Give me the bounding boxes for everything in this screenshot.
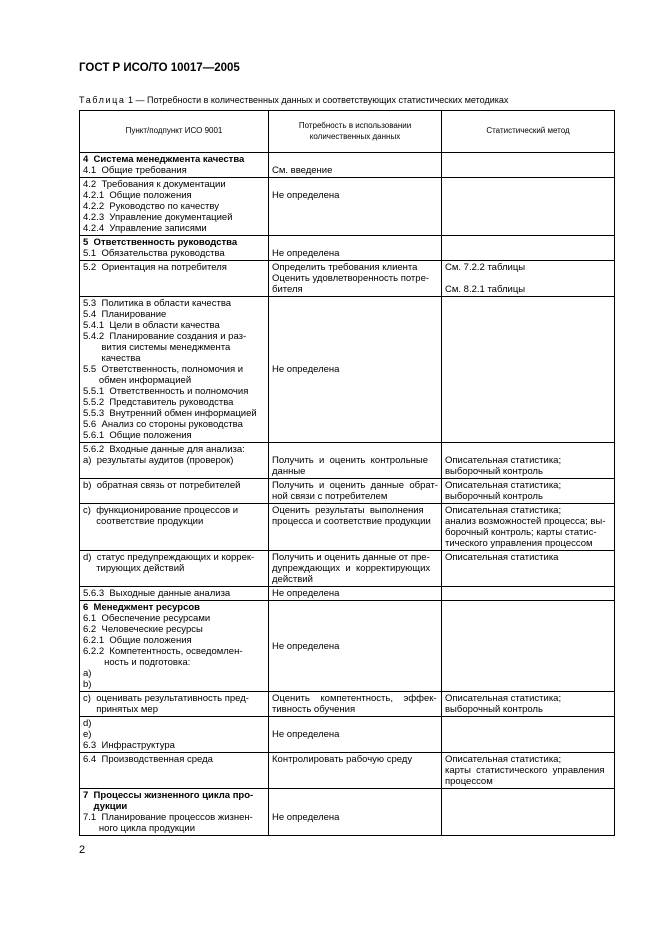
clause-line: 5.6.2 Входные данные для анализа: bbox=[83, 444, 245, 455]
need-line: процесса и соответствие продукции bbox=[272, 516, 431, 527]
clause-line: 5.5.3 Внутренний обмен информацией bbox=[83, 408, 257, 419]
clause-line: 6.1 Обеспечение ресурсами bbox=[83, 613, 211, 624]
header-need: Потребность в использовании количественных данных bbox=[269, 111, 442, 153]
need-cell bbox=[269, 479, 442, 504]
need-line: Оценить компетентность, эффек- bbox=[272, 693, 437, 704]
need-line: Не определена bbox=[272, 812, 340, 823]
clause-line: ного цикла продукции bbox=[83, 823, 196, 834]
method-line: выборочный контроль bbox=[445, 466, 543, 477]
need-cell bbox=[269, 601, 442, 692]
clause-cell bbox=[80, 587, 269, 601]
method-line: См. 8.2.1 таблицы bbox=[445, 284, 526, 295]
clause-line: 4.1 Общие требования bbox=[83, 165, 187, 176]
method-cell bbox=[442, 692, 615, 717]
clause-cell bbox=[80, 443, 269, 479]
clause-line: 5.6.1 Общие положения bbox=[83, 430, 192, 441]
need-cell bbox=[269, 717, 442, 753]
method-line: карты статистического управления bbox=[445, 765, 605, 776]
clause-line: 4.2.4 Управление записями bbox=[83, 223, 207, 234]
table-row bbox=[80, 551, 615, 587]
method-line: Описательная статистика; bbox=[445, 754, 562, 765]
clause-line: 6.2.1 Общие положения bbox=[83, 635, 192, 646]
table-row bbox=[80, 504, 615, 551]
clause-line: принятых мер bbox=[83, 704, 158, 715]
need-cell bbox=[269, 297, 442, 443]
clause-line: 4.2.2 Руководство по качеству bbox=[83, 201, 219, 212]
clause-cell bbox=[80, 551, 269, 587]
clause-cell bbox=[80, 504, 269, 551]
method-line: выборочный контроль bbox=[445, 491, 543, 502]
table-row bbox=[80, 443, 615, 479]
need-line: Определить требования клиента bbox=[272, 262, 418, 273]
need-cell bbox=[269, 504, 442, 551]
need-line: действий bbox=[272, 574, 313, 585]
method-cell bbox=[442, 236, 615, 261]
need-line: Не определена bbox=[272, 248, 340, 259]
method-line: тического управления процессом bbox=[445, 538, 593, 549]
method-line: процессом bbox=[445, 776, 493, 787]
need-line: См. введение bbox=[272, 165, 333, 176]
need-cell bbox=[269, 261, 442, 297]
need-line: Не определена bbox=[272, 640, 340, 652]
clause-line: 5.4.2 Планирование создания и раз- bbox=[83, 331, 247, 342]
table-row bbox=[80, 297, 615, 443]
need-line: Оценить удовлетворенность потре- bbox=[272, 273, 430, 284]
clause-line: 5.6 Анализ со стороны руководства bbox=[83, 419, 243, 430]
method-line: Описательная статистика; bbox=[445, 455, 562, 466]
clause-cell bbox=[80, 601, 269, 692]
table-row bbox=[80, 153, 615, 178]
requirements-table bbox=[79, 110, 615, 836]
method-cell bbox=[442, 551, 615, 587]
need-line: бителя bbox=[272, 284, 303, 295]
clause-line: b) обратная связь от потребителей bbox=[83, 480, 241, 491]
table-row bbox=[80, 717, 615, 753]
need-line: данные bbox=[272, 466, 306, 477]
need-line: Получить и оценить контрольные bbox=[272, 455, 429, 466]
need-line: Получить и оценить данные от пре- bbox=[272, 552, 430, 563]
method-line: выборочный контроль bbox=[445, 704, 543, 715]
clause-line: 5.3 Политика в области качества bbox=[83, 298, 232, 309]
clause-line: с) функционирование процессов и bbox=[83, 505, 239, 516]
clause-line: 4.2.3 Управление документацией bbox=[83, 212, 233, 223]
need-cell bbox=[269, 236, 442, 261]
clause-line: 5.5.2 Представитель руководства bbox=[83, 397, 234, 408]
need-line: Не определена bbox=[272, 588, 340, 599]
clause-cell bbox=[80, 789, 269, 836]
method-cell bbox=[442, 261, 615, 297]
clause-cell bbox=[80, 717, 269, 753]
clause-line: e) bbox=[83, 729, 92, 740]
clause-line: 6.3 Инфраструктура bbox=[83, 740, 175, 751]
page-number: 2 bbox=[79, 844, 86, 856]
need-cell bbox=[269, 443, 442, 479]
section-heading: 7 Процессы жизненного цикла про- bbox=[83, 790, 254, 801]
header-method: Статистический метод bbox=[442, 111, 615, 153]
clause-cell bbox=[80, 153, 269, 178]
clause-line: 5.1 Обязательства руководства bbox=[83, 248, 225, 259]
need-line: Оценить результаты выполнения bbox=[272, 505, 424, 516]
need-line: Не определена bbox=[272, 364, 340, 375]
need-cell bbox=[269, 587, 442, 601]
table-row bbox=[80, 601, 615, 692]
clause-cell bbox=[80, 692, 269, 717]
clause-line: 5.2 Ориентация на потребителя bbox=[83, 262, 227, 273]
need-line: Не определена bbox=[272, 729, 340, 740]
table-header-row bbox=[80, 111, 615, 153]
clause-line: обмен информацией bbox=[83, 375, 192, 386]
need-line: Не определена bbox=[272, 190, 340, 201]
method-line: анализ возможностей процесса; вы- bbox=[445, 516, 606, 527]
need-line: Контролировать рабочую среду bbox=[272, 754, 413, 765]
need-cell bbox=[269, 178, 442, 236]
table-row bbox=[80, 261, 615, 297]
clause-line: а) результаты аудитов (проверок) bbox=[83, 455, 234, 466]
clause-line: соответствие продукции bbox=[83, 516, 204, 527]
table-row bbox=[80, 236, 615, 261]
clause-line: 5.4.1 Цели в области качества bbox=[83, 320, 220, 331]
clause-line: d) bbox=[83, 718, 92, 729]
method-cell bbox=[442, 789, 615, 836]
clause-cell bbox=[80, 261, 269, 297]
clause-line: 4.2.1 Общие положения bbox=[83, 190, 192, 201]
clause-line: тирующих действий bbox=[83, 563, 185, 574]
need-line: ной связи с потребителем bbox=[272, 491, 388, 502]
document-title: ГОСТ Р ИСО/ТО 10017—2005 bbox=[79, 62, 240, 74]
header-clause: Пункт/подпункт ИСО 9001 bbox=[80, 111, 269, 153]
method-line: борочный контроль; карты статис- bbox=[445, 527, 597, 538]
method-cell bbox=[442, 504, 615, 551]
method-line: Описательная статистика bbox=[445, 552, 559, 563]
table-row bbox=[80, 587, 615, 601]
method-line: Описательная статистика; bbox=[445, 480, 562, 491]
clause-line: 6.2 Человеческие ресурсы bbox=[83, 624, 203, 635]
method-line: См. 7.2.2 таблицы bbox=[445, 262, 526, 273]
clause-line: 7.1 Планирование процессов жизнен- bbox=[83, 812, 253, 823]
table-caption bbox=[79, 95, 508, 105]
clause-cell bbox=[80, 479, 269, 504]
need-cell bbox=[269, 692, 442, 717]
method-cell bbox=[442, 753, 615, 789]
method-line: Описательная статистика; bbox=[445, 505, 562, 516]
need-line: тивность обучения bbox=[272, 704, 356, 715]
method-cell bbox=[442, 443, 615, 479]
clause-line: b) bbox=[83, 679, 92, 690]
caption-word: Таблица bbox=[79, 95, 126, 105]
clause-line: а) bbox=[83, 668, 92, 679]
clause-line: 5.5 Ответственность, полномочия и bbox=[83, 364, 244, 375]
clause-cell bbox=[80, 178, 269, 236]
method-cell bbox=[442, 178, 615, 236]
method-cell bbox=[442, 153, 615, 178]
clause-line: 6.2.2 Компетентность, осведомлен- bbox=[83, 646, 243, 657]
clause-line: 5.6.3 Выходные данные анализа bbox=[83, 588, 231, 599]
caption-text: 1 — Потребности в количественных данных и соответствующих статистических методиках bbox=[125, 95, 509, 105]
need-cell bbox=[269, 789, 442, 836]
clause-line: d) статус предупреждающих и коррек- bbox=[83, 552, 255, 563]
method-line: Описательная статистика; bbox=[445, 693, 562, 704]
table-row bbox=[80, 178, 615, 236]
need-line: дупреждающих и корректирующих bbox=[272, 563, 431, 574]
clause-line: вития системы менеджмента bbox=[83, 342, 231, 353]
clause-line: ность и подготовка: bbox=[83, 657, 191, 668]
clause-line: 5.5.1 Ответственность и полномочия bbox=[83, 386, 249, 397]
section-heading: дукции bbox=[83, 801, 128, 812]
clause-line: качества bbox=[83, 353, 141, 364]
clause-line: 5.4 Планирование bbox=[83, 309, 167, 320]
clause-cell bbox=[80, 753, 269, 789]
need-line: Получить и оценить данные обрат- bbox=[272, 480, 438, 491]
method-cell bbox=[442, 587, 615, 601]
clause-line: с) оценивать результативность пред- bbox=[83, 693, 249, 704]
table-row bbox=[80, 753, 615, 789]
method-cell bbox=[442, 479, 615, 504]
section-heading: 6 Менеджмент ресурсов bbox=[83, 602, 201, 613]
section-heading: 4 Система менеджмента качества bbox=[83, 154, 245, 165]
table-row bbox=[80, 479, 615, 504]
method-cell bbox=[442, 717, 615, 753]
need-cell bbox=[269, 153, 442, 178]
need-cell bbox=[269, 551, 442, 587]
method-cell bbox=[442, 601, 615, 692]
table-row bbox=[80, 692, 615, 717]
method-cell bbox=[442, 297, 615, 443]
table-row bbox=[80, 789, 615, 836]
clause-line: 6.4 Производственная среда bbox=[83, 754, 213, 765]
clause-line: 4.2 Требования к документации bbox=[83, 179, 226, 190]
need-cell bbox=[269, 753, 442, 789]
section-heading: 5 Ответственность руководства bbox=[83, 237, 238, 248]
clause-cell bbox=[80, 236, 269, 261]
clause-cell bbox=[80, 297, 269, 443]
